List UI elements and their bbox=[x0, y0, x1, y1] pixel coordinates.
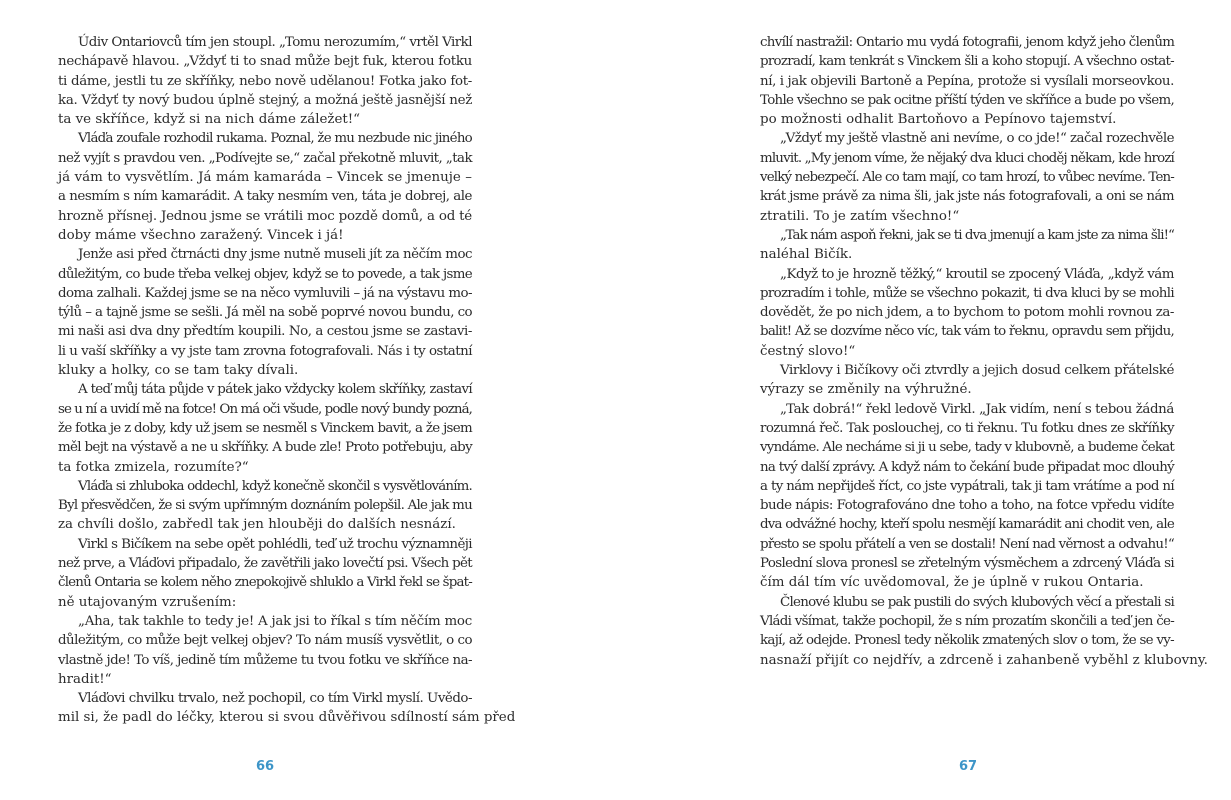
text-line: důležitým, co může bejt velkej objev? To nám musíš vysvětlit, o co bbox=[58, 633, 472, 649]
text-line: A teď můj táta půjde v pátek jako vždycky kolem skříňky, zastaví bbox=[78, 382, 472, 398]
text-line: Jenže asi před čtrnácti dny jsme nutně museli jít za něčím moc bbox=[78, 247, 472, 263]
page-number-left: 66 bbox=[256, 759, 275, 774]
text-line: se u ní a uvidí mě na fotce! On má oči všude, podle nový bundy pozná, bbox=[58, 401, 472, 417]
left-page-text bbox=[58, 33, 516, 728]
text-line: balit! Až se dozvíme něco víc, tak vám to řeknu, opravdu sem přijdu, bbox=[760, 324, 1174, 340]
text-line: „Když to je hrozně těžký,“ kroutil se zpocený Vláďa, „když vám bbox=[780, 266, 1174, 282]
text-line: měl bejt na výstavě a ne u skříňky. A bude zle! Proto potřebuju, aby bbox=[58, 440, 472, 456]
text-line: mil si, že padl do léčky, kterou si svou důvěřivou sdílností sám před bbox=[58, 710, 516, 726]
text-line: naléhal Bičík. bbox=[760, 247, 853, 263]
text-line: na tvý další zprávy. A když nám to čekání bude připadat moc dlouhý bbox=[760, 459, 1174, 475]
text-line: krát jsme právě za nima šli, jak jste nás fotografovali, a oni se nám bbox=[760, 189, 1174, 205]
text-line: kluky a holky, co se tam taky dívali. bbox=[58, 363, 299, 379]
text-line: hradit!“ bbox=[58, 671, 112, 687]
text-line: li u vaší skříňky a vy jste tam zrovna fotografovali. Nás i ty ostatní bbox=[58, 343, 472, 359]
text-line: vlastně jde! To víš, jedině tím můžeme tu tvou fotku ve skříňce na- bbox=[58, 652, 472, 668]
text-line: bude nápis: Fotografováno dne toho a toho, na fotce vpředu vidíte bbox=[760, 498, 1174, 514]
text-line: čím dál tím víc uvědomoval, že je úplně v rukou Ontaria. bbox=[760, 575, 1144, 591]
text-line: Vládi všímat, takže pochopil, že s ním prozatím skončili a teď jen če- bbox=[760, 613, 1174, 629]
text-line: kají, až odejde. Pronesl tedy několik zmatených slov o tom, že se vy- bbox=[760, 633, 1174, 649]
text-line: prozradí, kam tenkrát s Vinckem šli a koho stopují. A všechno ostat- bbox=[760, 54, 1174, 70]
text-line: než prve, a Vláďovi připadalo, že zavětřili jako lovečtí psi. Všech pět bbox=[58, 556, 472, 572]
text-line: důležitým, co bude třeba velkej objev, když se to povede, a tak jsme bbox=[58, 266, 472, 282]
text-line: za chvíli došlo, zabředl tak jen hlouběji do dalších nesnází. bbox=[58, 517, 456, 533]
text-line: ní, i jak objevili Bartoně a Pepína, protože si vysílali morseovkou. bbox=[760, 73, 1174, 89]
text-line: doby máme všechno zaražený. Vincek i já! bbox=[58, 227, 344, 243]
text-line: a ty nám nepřijdeš říct, co jste vypátrali, tak ji tam vrátíme a pod ní bbox=[760, 478, 1174, 494]
text-line: Vláďa zoufale rozhodil rukama. Poznal, že mu nezbude nic jiného bbox=[78, 131, 472, 147]
text-line: Vláďa si zhluboka oddechl, když konečně skončil s vysvětlováním. bbox=[78, 478, 472, 494]
text-line: týlů – a tajně jsme se sešli. Já měl na sobě poprvé novou bundu, co bbox=[58, 305, 473, 321]
text-line: dva odvážné hochy, kteří spolu nesmějí kamarádit ani chodit ven, ale bbox=[760, 517, 1174, 533]
text-line: doma zalhali. Každej jsme se na něco vymluvili – já na výstavu mo- bbox=[58, 285, 472, 301]
text-line: ti dáme, jestli tu ze skříňky, nebo nově udělanou! Fotka jako fot- bbox=[58, 73, 472, 89]
text-line: Virkl s Bičíkem na sebe opět pohlédli, teď už trochu významněji bbox=[78, 536, 472, 552]
text-line: přesto se spolu přátelí a ven se dostali! Není nad věrnost a odvahu!“ bbox=[760, 536, 1174, 552]
text-line: Členové klubu se pak pustili do svých klubových věcí a přestali si bbox=[780, 594, 1174, 610]
text-line: a nesmím s ním kamarádit. A taky nesmím ven, táta je dobrej, ale bbox=[58, 189, 472, 205]
text-line: že fotka je z doby, kdy už jsem se nesměl s Vinckem bavit, a že jsem bbox=[58, 420, 472, 436]
text-line: Údiv Ontariovců tím jen stoupl. „Tomu nerozumím,“ vrtěl Virkl bbox=[78, 35, 472, 50]
text-line: nasnaží přijít co nejdřív, a zdrceně i zahanbeně vyběhl z klubovny. bbox=[760, 652, 1208, 668]
text-line: rozumná řeč. Tak poslouchej, co ti řeknu. Tu fotku dnes ze skříňky bbox=[760, 420, 1174, 436]
text-line: vyndáme. Ale necháme si ji u sebe, tady v klubovně, a budeme čekat bbox=[760, 440, 1174, 456]
text-line: já vám to vysvětlím. Já mám kamaráda – Vincek se jmenuje – bbox=[58, 170, 472, 186]
text-line: Virklovy i Bičíkovy oči ztvrdly a jejich dosud celkem přátelské bbox=[780, 363, 1174, 379]
text-line: dovědět, že po nich jdem, a to bychom to potom mohli rovnou za- bbox=[760, 305, 1174, 321]
text-line: nechápavě hlavou. „Vždyť ti to snad může bejt fuk, kterou fotku bbox=[58, 54, 472, 70]
page-number-right: 67 bbox=[959, 759, 978, 774]
right-page-text bbox=[760, 33, 1208, 670]
text-line: výrazy se změnily na výhružné. bbox=[760, 382, 972, 398]
text-line: ta ve skříňce, když si na nich dáme záležet!“ bbox=[58, 112, 360, 128]
text-line: prozradím i tohle, může se všechno pokazit, ti dva kluci by se mohli bbox=[760, 285, 1174, 301]
text-line: členů Ontaria se kolem něho znepokojivě shluklo a Virkl řekl se špat- bbox=[58, 575, 472, 591]
text-line: „Tak nám aspoň řekni, jak se ti dva jmenují a kam jste za nima šli!“ bbox=[780, 227, 1174, 243]
text-line: Poslední slova pronesl se zřetelným výsměchem a zdrcený Vláďa si bbox=[760, 556, 1174, 572]
text-line: chvílí nastražil: Ontario mu vydá fotografii, jenom když jeho členům bbox=[760, 35, 1175, 50]
text-line: hrozně přísnej. Jednou jsme se vrátili moc pozdě domů, a od té bbox=[58, 208, 472, 224]
text-line: „Tak dobrá!“ řekl ledově Virkl. „Jak vidím, není s tebou žádná bbox=[780, 401, 1174, 417]
text-line: po možnosti odhalit Bartoňovo a Pepínovo tajemství. bbox=[760, 112, 1117, 128]
text-line: Vláďovi chvilku trvalo, než pochopil, co tím Virkl myslí. Uvědo- bbox=[78, 691, 472, 707]
text-line: „Vždyť my ještě vlastně ani nevíme, o co jde!“ začal rozechvěle bbox=[780, 131, 1174, 147]
text-line: „Aha, tak takhle to tedy je! A jak jsi to říkal s tím něčím moc bbox=[78, 613, 472, 629]
text-line: Byl přesvědčen, že si svým upřímným doznáním polepšil. Ale jak mu bbox=[58, 498, 472, 514]
text-line: velký nebezpečí. Ale co tam mají, co tam hrozí, to vůbec nevíme. Ten- bbox=[760, 170, 1174, 186]
text-line: ka. Vždyť ty nový budou úplně stejný, a možná ještě jasnější než bbox=[58, 92, 472, 108]
text-line: ztratili. To je zatím všechno!“ bbox=[760, 208, 960, 224]
text-line: čestný slovo!“ bbox=[760, 343, 856, 359]
text-line: mluvit. „My jenom víme, že nějaký dva kluci choděj někam, kde hrozí bbox=[760, 150, 1174, 166]
text-line: Tohle všechno se pak ocitne příští týden ve skříňce a bude po všem, bbox=[760, 92, 1174, 108]
text-line: mi naši asi dva dny předtím koupili. No, a cestou jsme se zastavi- bbox=[58, 324, 472, 340]
text-line: než vyjít s pravdou ven. „Podívejte se,“ začal překotně mluvit, „tak bbox=[58, 150, 472, 166]
text-line: ta fotka zmizela, rozumíte?“ bbox=[58, 459, 249, 475]
text-line: ně utajovaným vzrušením: bbox=[58, 594, 237, 610]
